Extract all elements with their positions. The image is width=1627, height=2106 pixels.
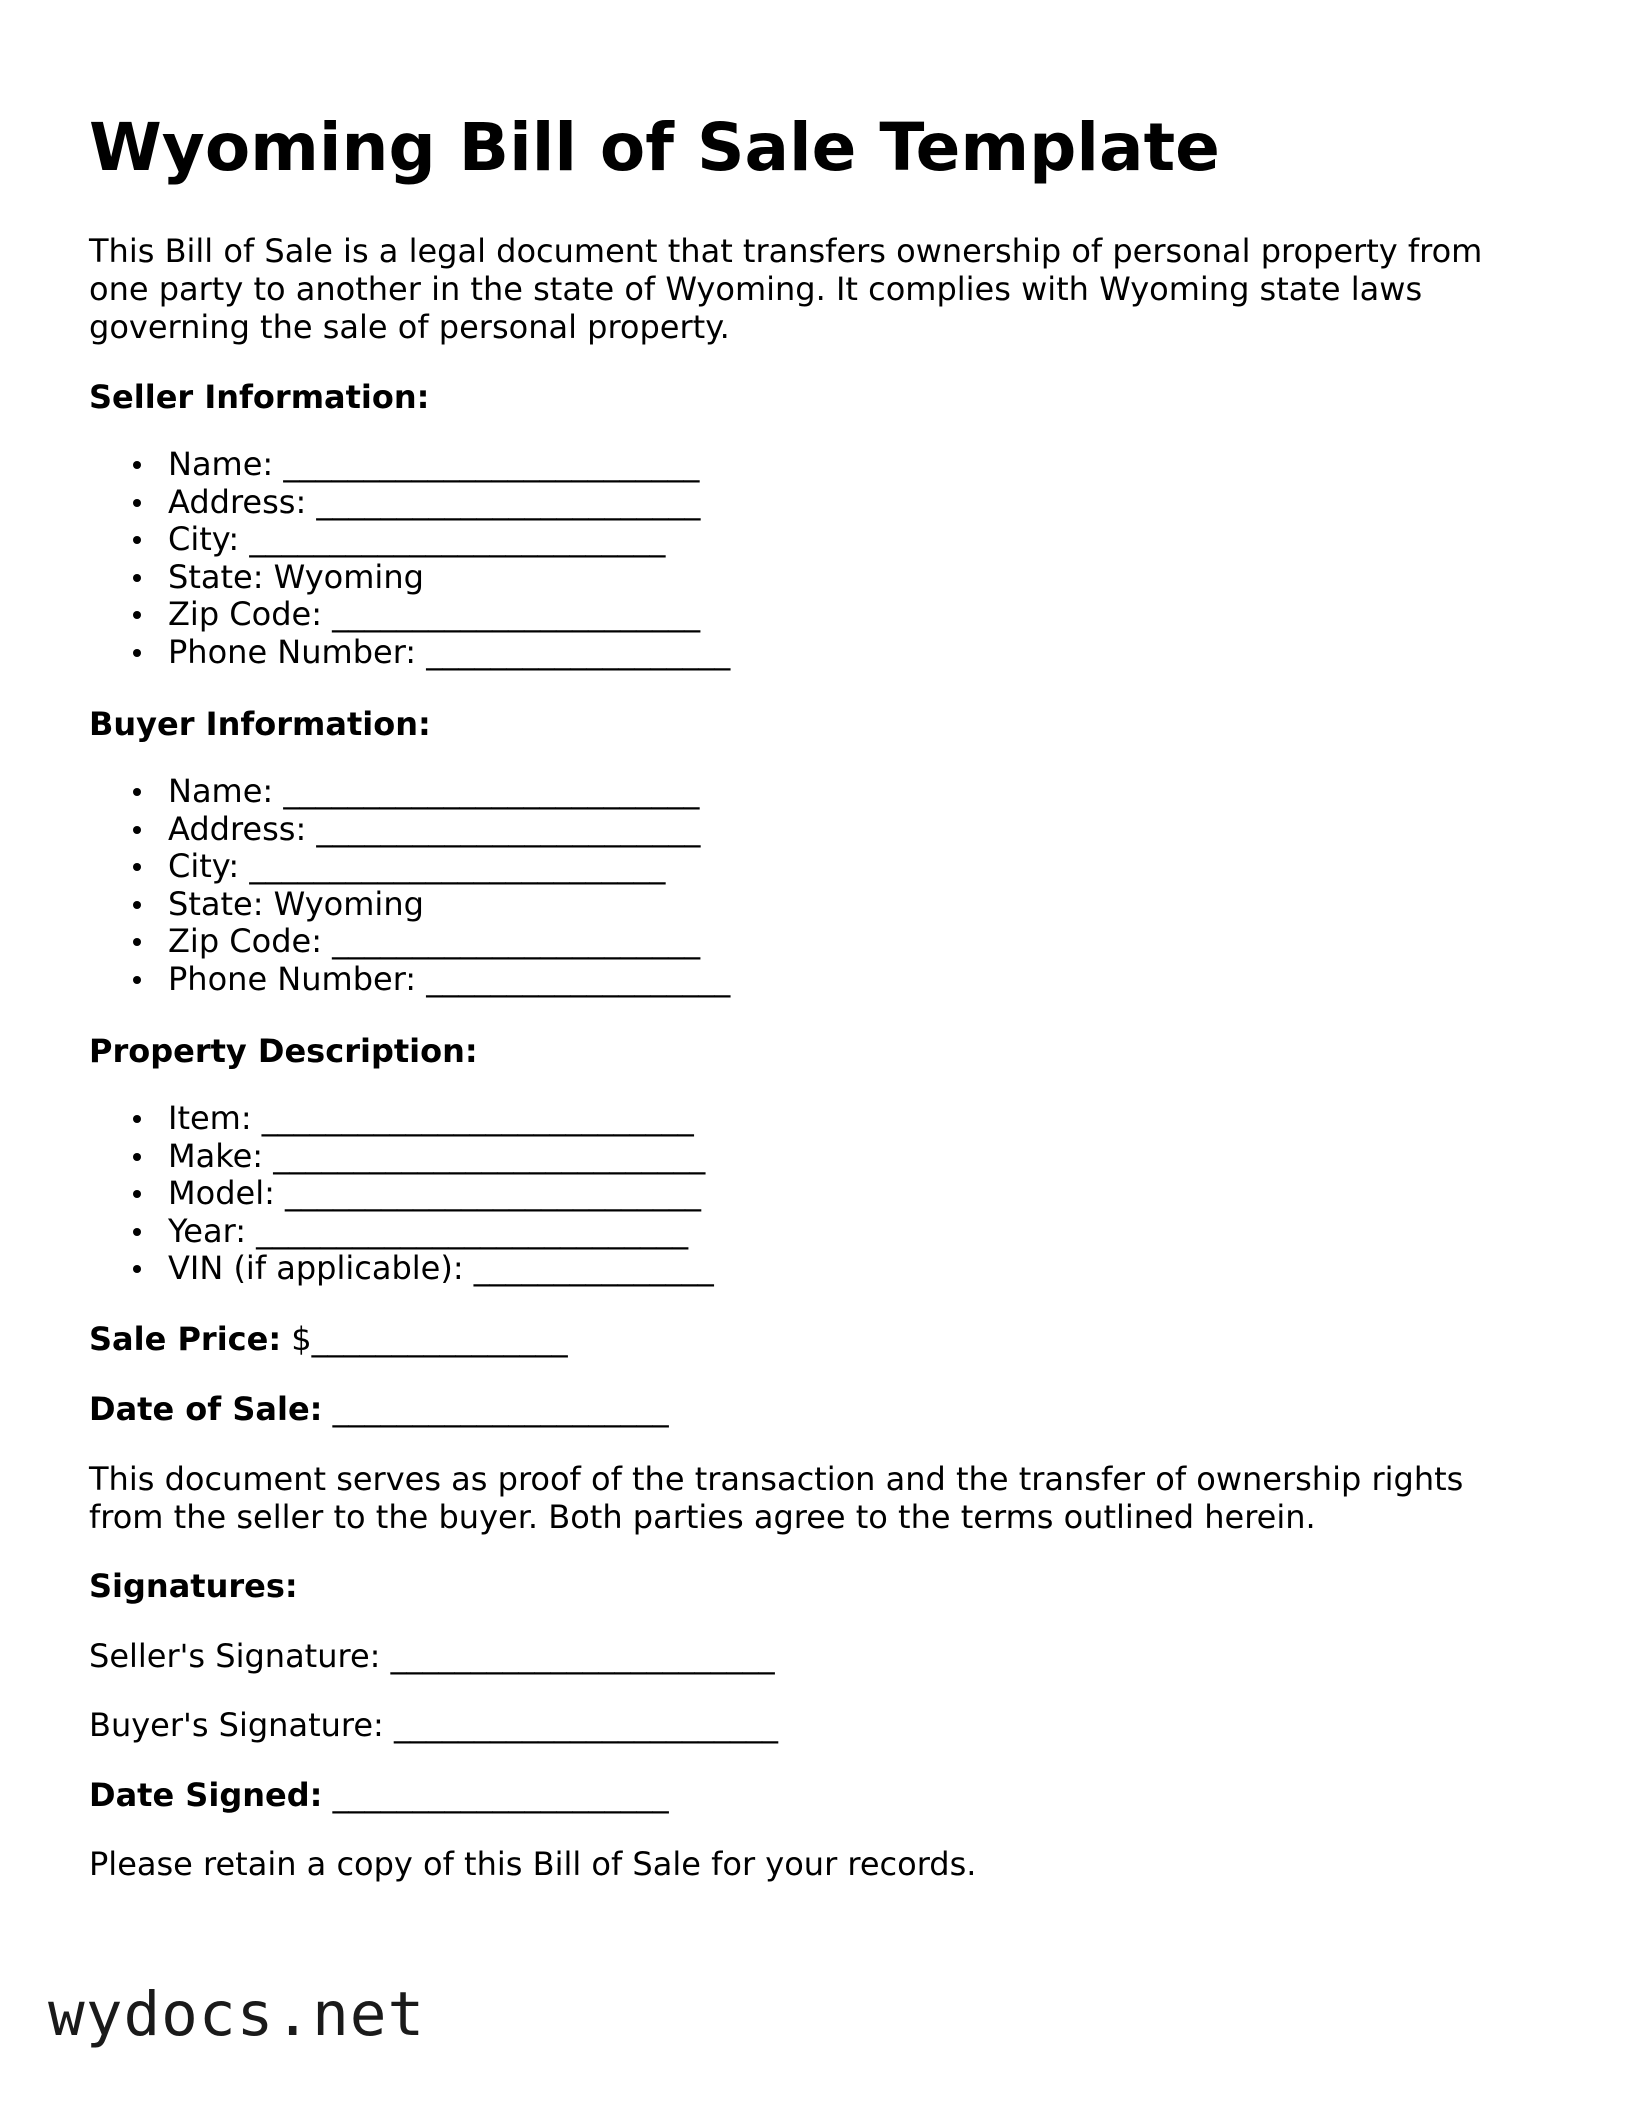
bullet-icon — [133, 649, 141, 657]
bullet-icon — [133, 611, 141, 619]
buyer-city-field: City: __________________________ — [89, 848, 730, 886]
closing-paragraph: This document serves as proof of the transaction and the transfer of ownership rights from the seller to the buyer. Both parties agree to the terms outlined herein. — [89, 1460, 1464, 1536]
property-model-field: Model: __________________________ — [89, 1175, 714, 1213]
bullet-icon — [133, 901, 141, 909]
seller-phone-field: Phone Number: ___________________ — [89, 634, 730, 672]
sale-price-label: Sale Price: — [89, 1320, 282, 1358]
bullet-icon — [133, 938, 141, 946]
bullet-icon — [133, 1115, 141, 1123]
seller-signature-line: Seller's Signature: ________________________ — [89, 1637, 775, 1675]
seller-state-field: State: Wyoming — [89, 559, 730, 597]
bullet-icon — [133, 1228, 141, 1236]
property-item-field: Item: ___________________________ — [89, 1100, 714, 1138]
date-of-sale-label: Date of Sale: — [89, 1390, 323, 1428]
buyer-address-field: Address: ________________________ — [89, 811, 730, 849]
property-vin-field: VIN (if applicable): _______________ — [89, 1250, 714, 1288]
signatures-heading: Signatures: — [89, 1567, 298, 1605]
bullet-icon — [133, 1265, 141, 1273]
date-signed-value: _____________________ — [332, 1776, 669, 1814]
date-signed-label: Date Signed: — [89, 1776, 323, 1814]
bullet-icon — [133, 1190, 141, 1198]
seller-address-field: Address: ________________________ — [89, 484, 730, 522]
seller-name-field: Name: __________________________ — [89, 446, 730, 484]
buyer-zip-field: Zip Code: _______________________ — [89, 923, 730, 961]
bullet-icon — [133, 536, 141, 544]
sale-price-line — [89, 1320, 568, 1358]
bullet-icon — [133, 826, 141, 834]
watermark-logo: wydocs.net — [48, 1979, 426, 2050]
page-title: Wyoming Bill of Sale Template — [89, 109, 1220, 186]
bullet-icon — [133, 1153, 141, 1161]
property-heading: Property Description: — [89, 1032, 478, 1070]
seller-field-list — [89, 446, 730, 672]
bullet-icon — [133, 461, 141, 469]
property-field-list — [89, 1100, 714, 1288]
buyer-heading: Buyer Information: — [89, 705, 431, 743]
seller-city-field: City: __________________________ — [89, 521, 730, 559]
sale-price-value: $________________ — [291, 1320, 568, 1358]
buyer-name-field: Name: __________________________ — [89, 773, 730, 811]
bullet-icon — [133, 976, 141, 984]
buyer-phone-field: Phone Number: ___________________ — [89, 961, 730, 999]
bullet-icon — [133, 574, 141, 582]
date-signed-line — [89, 1776, 669, 1814]
retain-copy-note: Please retain a copy of this Bill of Sale for your records. — [89, 1845, 977, 1883]
bullet-icon — [133, 788, 141, 796]
buyer-signature-line: Buyer's Signature: ________________________ — [89, 1706, 778, 1744]
date-of-sale-value: _____________________ — [332, 1390, 669, 1428]
intro-paragraph: This Bill of Sale is a legal document that transfers ownership of personal property from one party to another in the state of Wyoming. It complies with Wyoming state laws governing the sale of personal property. — [89, 232, 1483, 346]
property-make-field: Make: ___________________________ — [89, 1138, 714, 1176]
property-year-field: Year: ___________________________ — [89, 1213, 714, 1251]
bullet-icon — [133, 863, 141, 871]
bullet-icon — [133, 499, 141, 507]
buyer-field-list — [89, 773, 730, 999]
buyer-state-field: State: Wyoming — [89, 886, 730, 924]
seller-zip-field: Zip Code: _______________________ — [89, 596, 730, 634]
seller-heading: Seller Information: — [89, 378, 430, 416]
date-of-sale-line — [89, 1390, 669, 1428]
